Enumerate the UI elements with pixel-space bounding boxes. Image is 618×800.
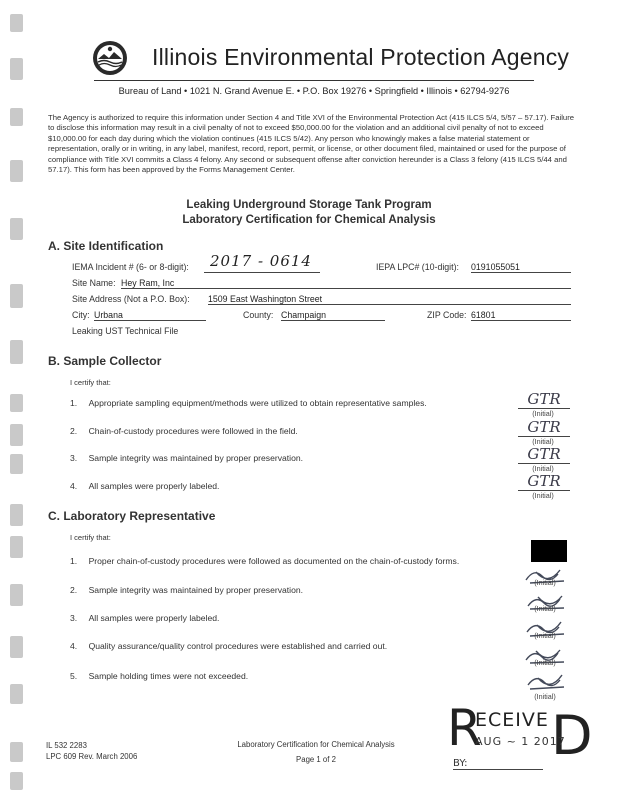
zip-label: ZIP Code: [427, 310, 467, 320]
collector-item-2 [70, 426, 298, 436]
punch-mark [10, 536, 23, 558]
item-number: 3. [70, 613, 78, 623]
item-text: Quality assurance/quality control procedures were established and carried out. [88, 641, 388, 651]
item-number: 5. [70, 671, 78, 681]
lab-initial-5[interactable] [520, 672, 570, 701]
item-number: 1. [70, 398, 78, 408]
punch-mark [10, 340, 23, 364]
collector-initial-3[interactable] [518, 445, 570, 473]
form-title-line1: Leaking Underground Storage Tank Program [186, 199, 432, 211]
punch-mark [10, 58, 23, 80]
collector-initial-4[interactable] [518, 472, 570, 500]
incident-label: IEMA Incident # (6- or 8-digit): [72, 262, 189, 272]
site-address-label: Site Address (Not a P.O. Box): [72, 294, 190, 304]
collector-initial-2[interactable] [518, 418, 570, 446]
initial-caption: (Initial) [534, 692, 556, 701]
collector-item-3 [70, 453, 303, 463]
initials-signature: GTR [518, 418, 570, 437]
county-field[interactable]: Champaign [281, 310, 385, 321]
collector-item-1 [70, 398, 427, 408]
received-stamp [447, 699, 593, 775]
item-number: 4. [70, 481, 78, 491]
initial-caption: (Initial) [532, 464, 554, 473]
redaction-box [531, 540, 567, 562]
agency-name: Illinois Environmental Protection Agency [152, 44, 570, 70]
lab-initial-1[interactable] [520, 566, 570, 587]
lab-item-1 [70, 556, 510, 566]
stamp-received-word: ECEIVE [475, 709, 549, 731]
stamp-big-d: D [551, 704, 593, 767]
site-address-field[interactable]: 1509 East Washington Street [208, 294, 571, 305]
punch-mark [10, 772, 23, 790]
punch-mark [10, 394, 23, 412]
item-text: Proper chain-of-custody procedures were followed as documented on the chain-of-custody forms. [88, 556, 460, 566]
collector-item-4 [70, 481, 219, 491]
punch-mark [10, 160, 23, 182]
lpc-label: IEPA LPC# (10-digit): [376, 262, 459, 272]
initial-caption: (Initial) [534, 658, 556, 667]
city-field[interactable]: Urbana [94, 310, 206, 321]
item-text: All samples were properly labeled. [88, 481, 220, 491]
file-note: Leaking UST Technical File [72, 326, 179, 336]
incident-value: 2017 - 0614 [210, 252, 312, 270]
item-number: 4. [70, 641, 78, 651]
stamp-date: AUG ~ 1 2017 [475, 735, 566, 748]
item-number: 3. [70, 453, 78, 463]
initials-signature: GTR [518, 390, 570, 409]
initial-caption: (Initial) [534, 631, 556, 640]
initial-caption: (Initial) [532, 409, 554, 418]
punch-mark [10, 454, 23, 474]
initial-caption: (Initial) [534, 604, 556, 613]
header-divider [94, 80, 534, 81]
stamp-big-r: R [447, 699, 482, 757]
punch-mark [10, 636, 23, 658]
initial-caption: (Initial) [532, 491, 554, 500]
stamp-by: BY: [453, 758, 543, 770]
punch-mark [10, 504, 23, 526]
item-text: All samples were properly labeled. [88, 613, 220, 623]
initials-signature: GTR [518, 472, 570, 491]
lab-item-2 [70, 585, 303, 595]
city-label: City: [72, 310, 90, 320]
item-number: 1. [70, 556, 78, 566]
initials-scribble [520, 672, 570, 692]
item-text: Appropriate sampling equipment/methods were utilized to obtain representative samples. [88, 398, 427, 408]
page-number: Page 1 of 2 [296, 755, 336, 764]
lab-initial-2[interactable] [520, 592, 570, 613]
form-id: IL 532 2283 [46, 741, 87, 750]
site-name-field[interactable]: Hey Ram, Inc [121, 278, 571, 289]
punch-mark [10, 742, 23, 762]
section-c-heading: C. Laboratory Representative [48, 509, 216, 523]
punch-mark [10, 284, 23, 308]
footer-form-title: Laboratory Certification for Chemical Analysis [237, 740, 395, 749]
site-name-label: Site Name: [72, 278, 116, 288]
section-b-heading: B. Sample Collector [48, 354, 162, 368]
incident-field[interactable] [204, 252, 320, 273]
item-text: Sample integrity was maintained by proper preservation. [88, 453, 304, 463]
agency-logo [92, 40, 128, 76]
punch-mark [10, 424, 23, 446]
lpc-field[interactable]: 0191055051 [471, 262, 571, 273]
item-number: 2. [70, 426, 78, 436]
agency-address: Bureau of Land • 1021 N. Grand Avenue E. • P.O. Box 19276 • Springfield • Illinois • 62794-9276 [118, 86, 510, 96]
punch-mark [10, 14, 23, 32]
item-text: Sample holding times were not exceeded. [88, 671, 249, 681]
lab-initial-4[interactable] [520, 646, 570, 667]
initial-caption: (Initial) [534, 578, 556, 587]
punch-mark [10, 684, 23, 704]
item-text: Sample integrity was maintained by proper preservation. [88, 585, 304, 595]
lab-initial-3[interactable] [520, 619, 570, 640]
punch-mark [10, 584, 23, 606]
section-a-heading: A. Site Identification [48, 239, 164, 253]
item-text: Chain-of-custody procedures were followed in the field. [88, 426, 298, 436]
initials-signature: GTR [518, 445, 570, 464]
initial-caption: (Initial) [532, 437, 554, 446]
lab-item-4 [70, 641, 387, 651]
lab-certify: I certify that: [70, 533, 111, 542]
county-label: County: [243, 310, 274, 320]
item-number: 2. [70, 585, 78, 595]
punch-mark [10, 108, 23, 126]
legal-authority-notice: The Agency is authorized to require this information under Section 4 and Title XVI of the Environmental Protection Act (415 ILCS 5/4, 5/57 – 57.17). Failure to disclose this information may result in a civil penalty of not to exceed $50,000.00 for the violation and an additional civil penalty of not to exceed $10,000.00 for each day during which the violation continues (415 ILCS 5/42). Any person who knowingly makes a false material statement or representation, orally or in writing, in any label, manifest, record, report, permit, or license, or other document filed, maintained or used for the purpose of compliance with Title XVI commits a Class 4 felony. Any second or subsequent offense after conviction hereunder is a Class 3 felony (415 ILCS 5/44 and 57.17). This form has been approved by the Forms Management Center. [48, 113, 575, 175]
lab-item-5 [70, 671, 248, 681]
collector-certify: I certify that: [70, 378, 111, 387]
collector-initial-1[interactable] [518, 390, 570, 418]
form-revision: LPC 609 Rev. March 2006 [46, 752, 138, 761]
lab-item-3 [70, 613, 219, 623]
zip-field[interactable]: 61801 [471, 310, 571, 321]
form-title-line2: Laboratory Certification for Chemical Analysis [182, 214, 436, 226]
